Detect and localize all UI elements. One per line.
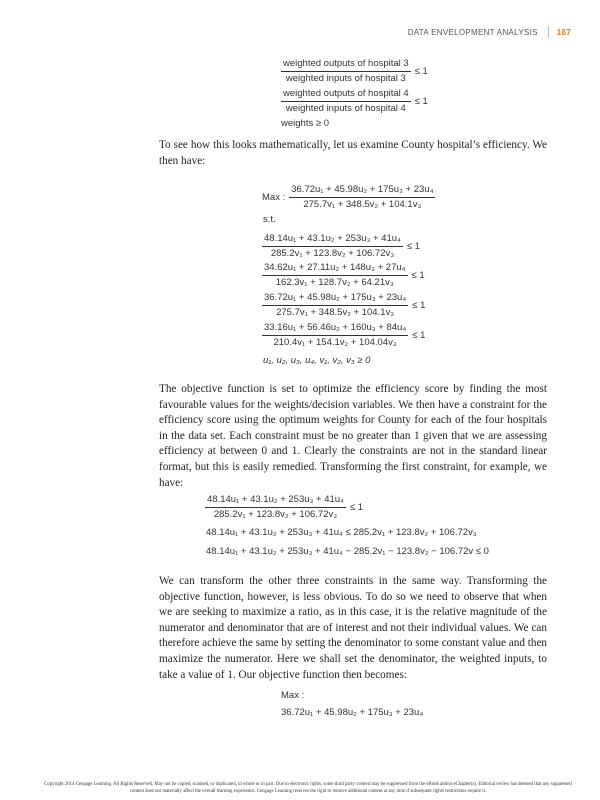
fraction-relation: ≤ 1: [349, 502, 364, 513]
fraction-denominator: 285.2v₁ + 123.8v₂ + 106.72v₃: [270, 248, 395, 259]
paragraph-intro: [159, 138, 547, 169]
fraction-numerator: 48.14u₁ + 43.1u₂ + 253u₃ + 41u₄: [262, 233, 403, 247]
fraction-denominator: 275.7v₁ + 348.5v₂ + 104.1v₃: [276, 307, 395, 318]
constraint-3: [262, 292, 425, 319]
page-number: 187: [556, 27, 571, 37]
paragraph-objective: [159, 382, 547, 491]
fraction-denominator: 285.2v₁ + 123.8v₂ + 106.72v₃: [213, 509, 338, 520]
fraction-relation: ≤ 1: [406, 241, 421, 252]
fraction-relation: ≤ 1: [412, 330, 426, 341]
paragraph-text: The objective function is set to optimize the efficiency score by finding the most favourable values for the weights/decision variables. We then have a constraint for the efficiency score using the optimum weights for County for each of the four hospitals in the data set. Each constraint must be no greater than 1 given that we are assessing efficiency at between 0 and 1. Clearly the constraints are not in the standard linear format, but this is easily remedied. Transforming the first constraint, for example, we have:: [159, 383, 547, 489]
transform-fraction: [205, 494, 363, 521]
header-divider: [548, 26, 549, 38]
weights-nonnegativity: weights ≥ 0: [281, 118, 329, 129]
constraint-1: [262, 233, 420, 260]
fraction-numerator: weighted outputs of hospital 3: [281, 58, 411, 72]
fraction-numerator: 34.62u₁ + 27.11u₂ + 148u₃ + 27u₄: [262, 262, 408, 276]
constraint-4: [262, 322, 425, 349]
fraction-denominator: 275.7v₁ + 348.5v₂ + 104.1v₃: [303, 199, 422, 210]
fraction-relation: ≤ 1: [411, 270, 425, 281]
transform-line-2: 48.14u₁ + 43.1u₂ + 253u₃ + 41u₄ − 285.2v₁ − 123.8v₂ − 106.72v ≤ 0: [206, 546, 489, 557]
fraction-relation: ≤ 1: [414, 66, 428, 77]
fraction-numerator: 48.14u₁ + 43.1u₂ + 253u₃ + 41u₄: [205, 494, 346, 508]
running-header: [408, 26, 571, 38]
transform-line-1: 48.14u₁ + 43.1u₂ + 253u₃ + 41u₄ ≤ 285.2v₁ + 123.8v₂ + 106.72v₃: [206, 527, 477, 538]
fraction-relation: ≤ 1: [414, 96, 428, 107]
variable-nonnegativity: u₁, u₂, u₃, u₄, v₁, v₂, v₃ ≥ 0: [263, 355, 371, 366]
running-title: DATA ENVELOPMENT ANALYSIS: [407, 27, 538, 37]
copyright-footer: Copyright 2014 Cengage Learning. All Rights Reserved. May not be copied, scanned, or duplicated, in whole or in part. Due to electronic rights, some third party content may be suppressed from the eBook and/or eChapter(s). Editorial review has deemed that any suppressed content does not materially affect the overall learning experience. Cengage Learning reserves the right to remove additional content at any time if subsequent rights restrictions require it.: [44, 782, 572, 794]
fraction-denominator: 162.3v₁ + 128.7v₂ + 64.21v₃: [275, 277, 394, 288]
fraction-relation: ≤ 1: [412, 300, 426, 311]
final-objective: 36.72u₁ + 45.98u₂ + 175u₃ + 23u₄: [281, 707, 424, 718]
max-label: Max :: [262, 192, 286, 203]
fraction-denominator: weighted inputs of hospital 3: [285, 73, 406, 84]
constraint-hospital-3: [281, 58, 428, 85]
paragraph-text: We can transform the other three constraints in the same way. Transforming the objective function, however, is less obvious. To do so we need to observe that when we are seeking to maximize a ratio, as in this case, it is the relative magnitude of the numerator and denominator that are of interest and not their individual values. We can therefore achieve the same by setting the denominator to some constant value and then maximize the numerator. Here we shall set the denominator, the weighted inputs, to take a value of 1. Our objective function then becomes:: [159, 575, 548, 681]
paragraph-transform: [159, 574, 547, 683]
fraction-denominator: 210.4v₁ + 154.1v₂ + 104.04v₃: [273, 337, 397, 348]
constraint-hospital-4: [281, 88, 428, 115]
fraction-numerator: weighted outputs of hospital 4: [281, 88, 411, 102]
final-max-label: Max :: [281, 690, 305, 701]
objective-function: [262, 184, 435, 211]
subject-to-label: s.t.: [263, 214, 276, 225]
fraction-numerator: 36.72u₁ + 45.98u₂ + 175u₃ + 23u₄: [262, 292, 408, 306]
fraction-numerator: 36.72u₁ + 45.98u₂ + 175u₃ + 23u₄: [289, 184, 435, 198]
fraction-numerator: 33.16u₁ + 56.46u₂ + 160u₃ + 84u₄: [262, 322, 408, 336]
paragraph-text: To see how this looks mathematically, let us examine County hospital’s efficiency. We then have:: [159, 139, 547, 167]
fraction-denominator: weighted inputs of hospital 4: [285, 103, 406, 114]
constraint-2: [262, 262, 425, 289]
